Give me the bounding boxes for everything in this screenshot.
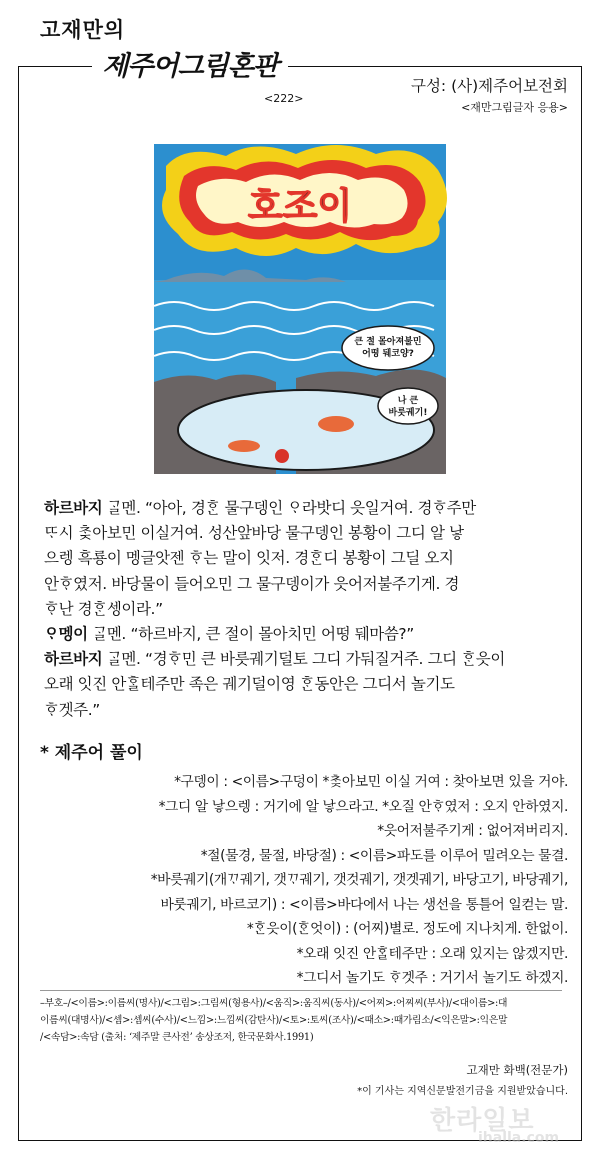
legend-line: 이름씨(대명사)/<셈>:셈씨(수사)/<느낌>:느낌씨(감탄사)/<토>:토씨(조사)/<때소>:때가림소/<익은말>:익은말: [40, 1015, 508, 1026]
speech-bubble-2: [378, 388, 438, 424]
bubble-2-line-1: 나 큰: [397, 396, 419, 406]
newspaper-watermark: [394, 1098, 584, 1148]
glossary-title: * 제주어 풀이: [40, 743, 143, 763]
glossary-line: *바릇궤기(개ᄁᆞ궤기, 갯ᄁᆞ궤기, 갯것궤기, 갯겟궤기, 바당고기, 바당궤기,: [150, 872, 568, 888]
speaker-name: ᄋᆞ멩이: [44, 625, 88, 644]
glossary-line: *그디서 놀기도 ᄒᆞ겟주 : 거기서 놀기도 하겠지.: [296, 970, 568, 986]
grammar-legend: [40, 995, 568, 1046]
dialog-line: 으렝 흑룡이 멩글앗젠 ᄒᆞ는 말이 잇저. 경ᄒᆞᆫ디 봉황이 그딜 오지: [44, 549, 454, 568]
bubble-1-line-2: 어떵 뒈코양?: [362, 349, 414, 359]
speaker-name: 하르바지: [44, 499, 103, 517]
dialog-line: ᄀᆞᆯ멘. “경ᄒᆞ민 큰 바릇궤기덜토 그디 가둬질거주. 그디 ᄒᆞᆫ읏이: [106, 650, 505, 669]
fish-small: [228, 440, 260, 452]
dialog-line: ᄒᆞ겟주.”: [44, 700, 100, 719]
comic-illustration: [126, 130, 474, 486]
watermark-url: ihalla.com: [478, 1130, 560, 1146]
frame-right-rule: [581, 66, 582, 1141]
bubble-1-line-1: 큰 절 몰아져불민: [354, 337, 422, 347]
dialog-line: ᄀᆞᆯ멘. “아아, 경ᄒᆞᆫ 물구뎅인 ᄋᆞ라밧디 읏일거여. 경ᄒᆞ주만: [106, 499, 476, 517]
speaker-name: 하르바지: [44, 650, 103, 669]
legend-line: –부호–/<이름>:이름씨(명사)/<그림>:그림씨(형용사)/<움직>:움직씨(동사)/<어찌>:어찌씨(부사)/<대이름>:대: [40, 998, 508, 1009]
legend-divider: [40, 990, 562, 991]
title-glyph: 호조이: [247, 186, 353, 227]
glossary-line: *절(물경, 물절, 바당절) : <이름>파도를 이루어 밀려오는 물결.: [200, 847, 568, 864]
crab: [275, 449, 289, 463]
dialog-line: 오래 잇진 안ᄒᆞᆯ테주만 족은 궤기덜이영 ᄒᆞᆫ동안은 그디서 놀기도: [44, 675, 455, 694]
series-label: 고재만의: [40, 18, 126, 42]
glossary-line: *그디 알 낳으렝 : 거기에 알 낳으라고. *오질 안ᄒᆞ였저 : 오지 안하였지.: [158, 798, 568, 815]
dialog-line: ᄀᆞᆯ멘. “하르바지, 큰 절이 몰아치민 어떵 뒈마씀?”: [92, 625, 414, 644]
issue-number: <222>: [264, 92, 304, 105]
credits-main: 구성: (사)제주어보전회: [410, 77, 568, 95]
glossary-line: *읏어저불주기게 : 없어져버리지.: [377, 823, 568, 839]
series-logo-text: 제주어그림혼판: [102, 51, 278, 82]
series-logo: [92, 46, 288, 88]
dialog-paragraph-1: [44, 496, 569, 521]
legend-line: /<속담>:속담 (출처: ‘제주말 큰사전’ 송상조저, 한국문화사.1991): [40, 1032, 314, 1043]
glossary-line: *구뎅이 : <이름>구덩이 *ᄎᆞᆽ아보민 이실 거여 : 찾아보면 있을 거야.: [174, 774, 568, 790]
dialog-line: ᄒᆞ난 경ᄒᆞᆫ셍이라.”: [44, 599, 163, 618]
frame-left-rule: [18, 66, 19, 1141]
dialog-line: 안ᄒᆞ였저. 바당물이 들어오민 그 물구뎅이가 읏어저불주기게. 경: [44, 574, 460, 593]
comic-illustration-svg: [126, 130, 474, 486]
glossary-line: 바룻궤기, 바르코기) : <이름>바다에서 나는 생선을 통틀어 일컫는 말.: [160, 896, 568, 913]
glossary-line: *오래 잇진 안ᄒᆞᆯ테주만 : 오래 있지는 않겠지만.: [296, 945, 568, 962]
credits-sub: <재만그림글자 응용>: [461, 101, 568, 114]
glossary-line: *ᄒᆞᆫ읏이(ᄒᆞᆫ엇이) : (어찌)별로. 정도에 지나치게. 한없이.: [246, 921, 568, 937]
dialog-paragraph-3: [44, 647, 569, 672]
dialog-paragraph-2: [44, 622, 569, 647]
dialog-line: ᄄᆞ시 ᄎᆞᆽ아보민 이실거여. 성산앞바당 물구뎅인 봉황이 그디 알 낳: [44, 524, 464, 543]
speech-bubble-1: [342, 326, 434, 370]
glossary-list: [40, 770, 568, 991]
dialog-body: [44, 496, 569, 723]
fish-big: [318, 416, 354, 432]
bubble-2-line-2: 바릇궤기!: [388, 408, 428, 418]
watermark-name: 한라일보: [430, 1106, 535, 1136]
author-credit: 고재만 화백(전문가): [466, 1063, 568, 1077]
funding-disclaimer: *이 기사는 지역신문발전기금을 지원받았습니다.: [357, 1086, 568, 1097]
